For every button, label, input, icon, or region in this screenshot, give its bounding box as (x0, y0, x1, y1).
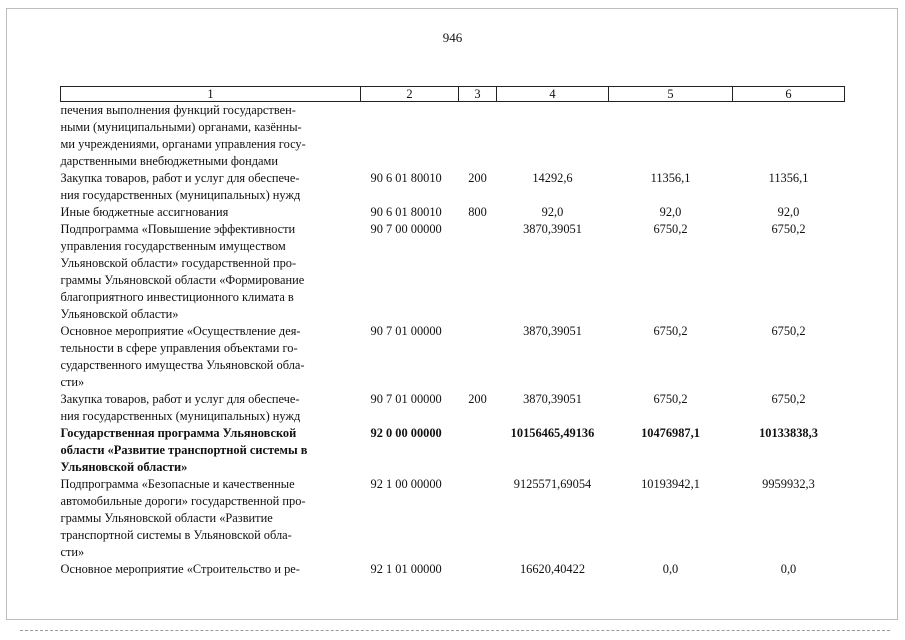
amount-col6-cell (733, 102, 845, 171)
row-name-line: граммы Ульяновской области «Развитие (60, 511, 273, 525)
budget-code-cell: 90 7 01 00000 (370, 392, 442, 406)
row-name-line: Подпрограмма «Повышение эффективности (60, 222, 296, 236)
row-name-line: печения выполнения функций государствен- (60, 103, 296, 117)
row-name-line: управления государственным имуществом (60, 239, 286, 253)
budget-code-cell: 90 6 01 80010 (370, 205, 442, 219)
row-name-cell (61, 204, 361, 221)
row-name-line: дарственными внебюджетными фондами (60, 154, 279, 168)
amount-col4-cell: 92,0 (541, 205, 564, 219)
budget-code-cell: 92 1 01 00000 (370, 562, 442, 576)
amount-col5-cell (609, 102, 733, 171)
expense-type-cell (459, 221, 497, 323)
header-row (61, 87, 845, 102)
amount-col6-cell: 10133838,3 (759, 426, 818, 440)
row-name-line: Ульяновской области» (60, 307, 179, 321)
amount-col6-cell: 92,0 (777, 205, 800, 219)
budget-code-cell: 90 7 01 00000 (370, 324, 442, 338)
row-name-line: граммы Ульяновской области «Формирование (60, 273, 305, 287)
row-name-cell (61, 323, 361, 391)
amount-col6-cell: 6750,2 (771, 392, 806, 406)
column-header: 4 (497, 87, 609, 102)
row-name-line: области «Развитие транспортной системы в (60, 443, 308, 457)
budget-code-cell (361, 102, 459, 171)
row-name-line: Ульяновской области» (60, 460, 188, 474)
row-name-line: Ульяновской области» государственной про- (60, 256, 297, 270)
row-name-line: Государственная программа Ульяновской (60, 426, 297, 440)
amount-col6-cell: 6750,2 (771, 222, 806, 236)
amount-col6-cell: 6750,2 (771, 324, 806, 338)
amount-col5-cell: 0,0 (662, 562, 679, 576)
amount-col5-cell: 6750,2 (653, 324, 688, 338)
row-name-line: сти» (60, 545, 85, 559)
expense-type-cell (459, 102, 497, 171)
table-row (61, 476, 845, 561)
row-name-line: Основное мероприятие «Осуществление дея- (60, 324, 301, 338)
amount-col4-cell: 14292,6 (532, 171, 573, 185)
amount-col5-cell: 11356,1 (650, 171, 691, 185)
amount-col5-cell: 6750,2 (653, 392, 688, 406)
amount-col4-cell: 3870,39051 (523, 324, 582, 338)
row-name-cell (61, 102, 361, 171)
page-bottom-edge (20, 630, 890, 631)
row-name-line: ния государственных (муниципальных) нужд (60, 409, 301, 423)
row-name-line: Закупка товаров, работ и услуг для обеспече- (60, 392, 300, 406)
row-name-line: Закупка товаров, работ и услуг для обеспече- (60, 171, 300, 185)
amount-col4-cell: 3870,39051 (523, 222, 582, 236)
budget-code-cell: 90 6 01 80010 (370, 171, 442, 185)
amount-col5-cell: 92,0 (659, 205, 682, 219)
budget-code-cell: 90 7 00 00000 (370, 222, 442, 236)
row-name-line: Основное мероприятие «Строительство и ре- (60, 562, 300, 576)
column-header: 1 (61, 87, 361, 102)
amount-col6-cell: 0,0 (780, 562, 797, 576)
row-name-line: ми учреждениями, органами управления госу- (60, 137, 306, 151)
table-row (61, 425, 845, 476)
expense-type-cell: 200 (468, 171, 487, 185)
row-name-line: транспортной системы в Ульяновской обла- (60, 528, 292, 542)
expense-type-cell: 200 (468, 392, 487, 406)
table-row (61, 102, 845, 171)
amount-col5-cell: 10193942,1 (641, 477, 700, 491)
column-header: 5 (609, 87, 733, 102)
budget-code-cell: 92 1 00 00000 (370, 477, 442, 491)
page-number: 946 (442, 30, 463, 45)
amount-col6-cell: 11356,1 (768, 171, 809, 185)
row-name-line: ния государственных (муниципальных) нужд (60, 188, 301, 202)
row-name-line: сти» (60, 375, 85, 389)
row-name-line: Иные бюджетные ассигнования (60, 205, 229, 219)
row-name-cell (61, 391, 361, 425)
row-name-line: ными (муниципальными) органами, казённы- (60, 120, 302, 134)
table-row (61, 221, 845, 323)
budget-code-cell: 92 0 00 00000 (370, 426, 442, 440)
row-name-line: благоприятного инвестиционного климата в (60, 290, 294, 304)
row-name-cell (61, 221, 361, 323)
row-name-line: Подпрограмма «Безопасные и качественные (60, 477, 295, 491)
row-name-line: тельности в сфере управления объектами го- (60, 341, 298, 355)
row-name-line: автомобильные дороги» государственной про- (60, 494, 306, 508)
row-name-line: сударственного имущества Ульяновской обла- (60, 358, 305, 372)
amount-col4-cell (497, 102, 609, 171)
amount-col6-cell: 9959932,3 (762, 477, 815, 491)
column-header: 3 (459, 87, 497, 102)
table-row (61, 323, 845, 391)
amount-col4-cell: 16620,40422 (519, 562, 586, 576)
expense-type-cell (459, 425, 497, 476)
row-name-cell (61, 476, 361, 561)
row-name-cell (61, 170, 361, 204)
table-row (61, 391, 845, 425)
amount-col4-cell: 9125571,69054 (513, 477, 592, 491)
amount-col4-cell: 3870,39051 (523, 392, 582, 406)
expense-type-cell: 800 (468, 205, 487, 219)
amount-col5-cell: 6750,2 (653, 222, 688, 236)
column-header: 6 (733, 87, 845, 102)
amount-col5-cell: 10476987,1 (641, 426, 700, 440)
amount-col4-cell: 10156465,49136 (510, 426, 595, 440)
row-name-cell (61, 425, 361, 476)
expense-type-cell (459, 561, 497, 578)
column-header: 2 (361, 87, 459, 102)
table-row (61, 170, 845, 204)
table-row (61, 561, 845, 578)
table-row (61, 204, 845, 221)
budget-table (60, 86, 845, 578)
expense-type-cell (459, 476, 497, 561)
expense-type-cell (459, 323, 497, 391)
row-name-cell (61, 561, 361, 578)
table-body (61, 102, 845, 579)
